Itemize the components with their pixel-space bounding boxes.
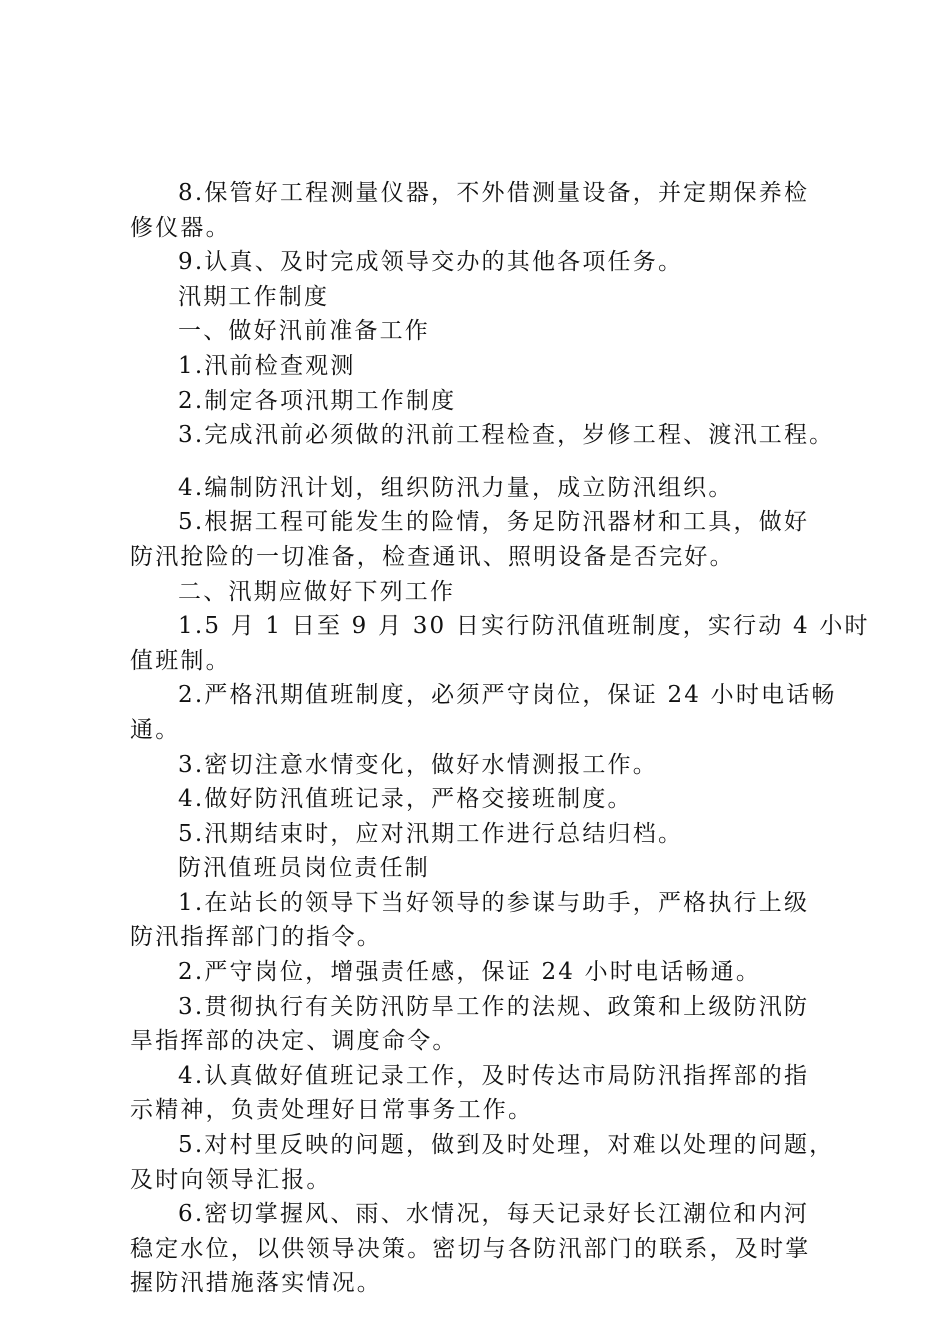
paragraph-line: 2.严格汛期值班制度，必须严守岗位，保证 24 小时电话畅 [178,682,837,709]
paragraph-line: 修仪器。 [130,214,231,241]
paragraph-line: 5.对村里反映的问题，做到及时处理，对难以处理的问题， [178,1132,835,1159]
paragraph-line: 通。 [130,716,181,743]
subsection-heading: 二、汛期应做好下列工作 [178,578,456,605]
paragraph-line: 防汛抢险的一切准备，检查通讯、照明设备是否完好。 [130,543,735,570]
paragraph-line: 9.认真、及时完成领导交办的其他各项任务。 [178,249,684,276]
paragraph-line: 3.贯彻执行有关防汛防旱工作的法规、政策和上级防汛防 [178,993,810,1020]
paragraph-line: 5.汛期结束时，应对汛期工作进行总结归档。 [178,820,684,847]
paragraph-line: 示精神，负责处理好日常事务工作。 [130,1097,534,1124]
paragraph-line: 4.认真做好值班记录工作，及时传达市局防汛指挥部的指 [178,1062,810,1089]
paragraph-line: 3.完成汛前必须做的汛前工程检查，岁修工程、渡汛工程。 [178,422,835,449]
document-body [130,176,870,1301]
paragraph-line: 稳定水位，以供领导决策。密切与各防汛部门的联系，及时掌 [130,1235,811,1262]
paragraph-line: 1.汛前检查观测 [178,352,356,379]
paragraph-line: 2.严守岗位，增强责任感，保证 24 小时电话畅通。 [178,959,762,986]
paragraph-line: 1.在站长的领导下当好领导的参谋与助手，严格执行上级 [178,889,810,916]
paragraph-line: 值班制。 [130,647,231,674]
paragraph-line: 旱指挥部的决定、调度命令。 [130,1028,458,1055]
paragraph-line: 3.密切注意水情变化，做好水情测报工作。 [178,751,658,778]
subsection-heading: 一、做好汛前准备工作 [178,318,430,345]
paragraph-line: 握防汛措施落实情况。 [130,1270,382,1297]
paragraph-line: 6.密切掌握风、雨、水情况，每天记录好长江潮位和内河 [178,1201,810,1228]
section-heading: 防汛值班员岗位责任制 [178,855,430,882]
paragraph-line: 1.5 月 1 日至 9 月 30 日实行防汛值班制度，实行动 4 小时 [178,613,870,640]
paragraph-line: 4.编制防汛计划，组织防汛力量，成立防汛组织。 [178,474,734,501]
section-heading: 汛期工作制度 [178,283,330,310]
paragraph-line: 5.根据工程可能发生的险情，务足防汛器材和工具，做好 [178,509,810,536]
paragraph-line: 2.制定各项汛期工作制度 [178,387,457,414]
paragraph-line: 及时向领导汇报。 [130,1166,332,1193]
paragraph-line: 防汛指挥部门的指令。 [130,924,382,951]
paragraph-line: 8.保管好工程测量仪器，不外借测量设备，并定期保养检 [178,180,810,206]
paragraph-line: 4.做好防汛值班记录，严格交接班制度。 [178,786,633,813]
